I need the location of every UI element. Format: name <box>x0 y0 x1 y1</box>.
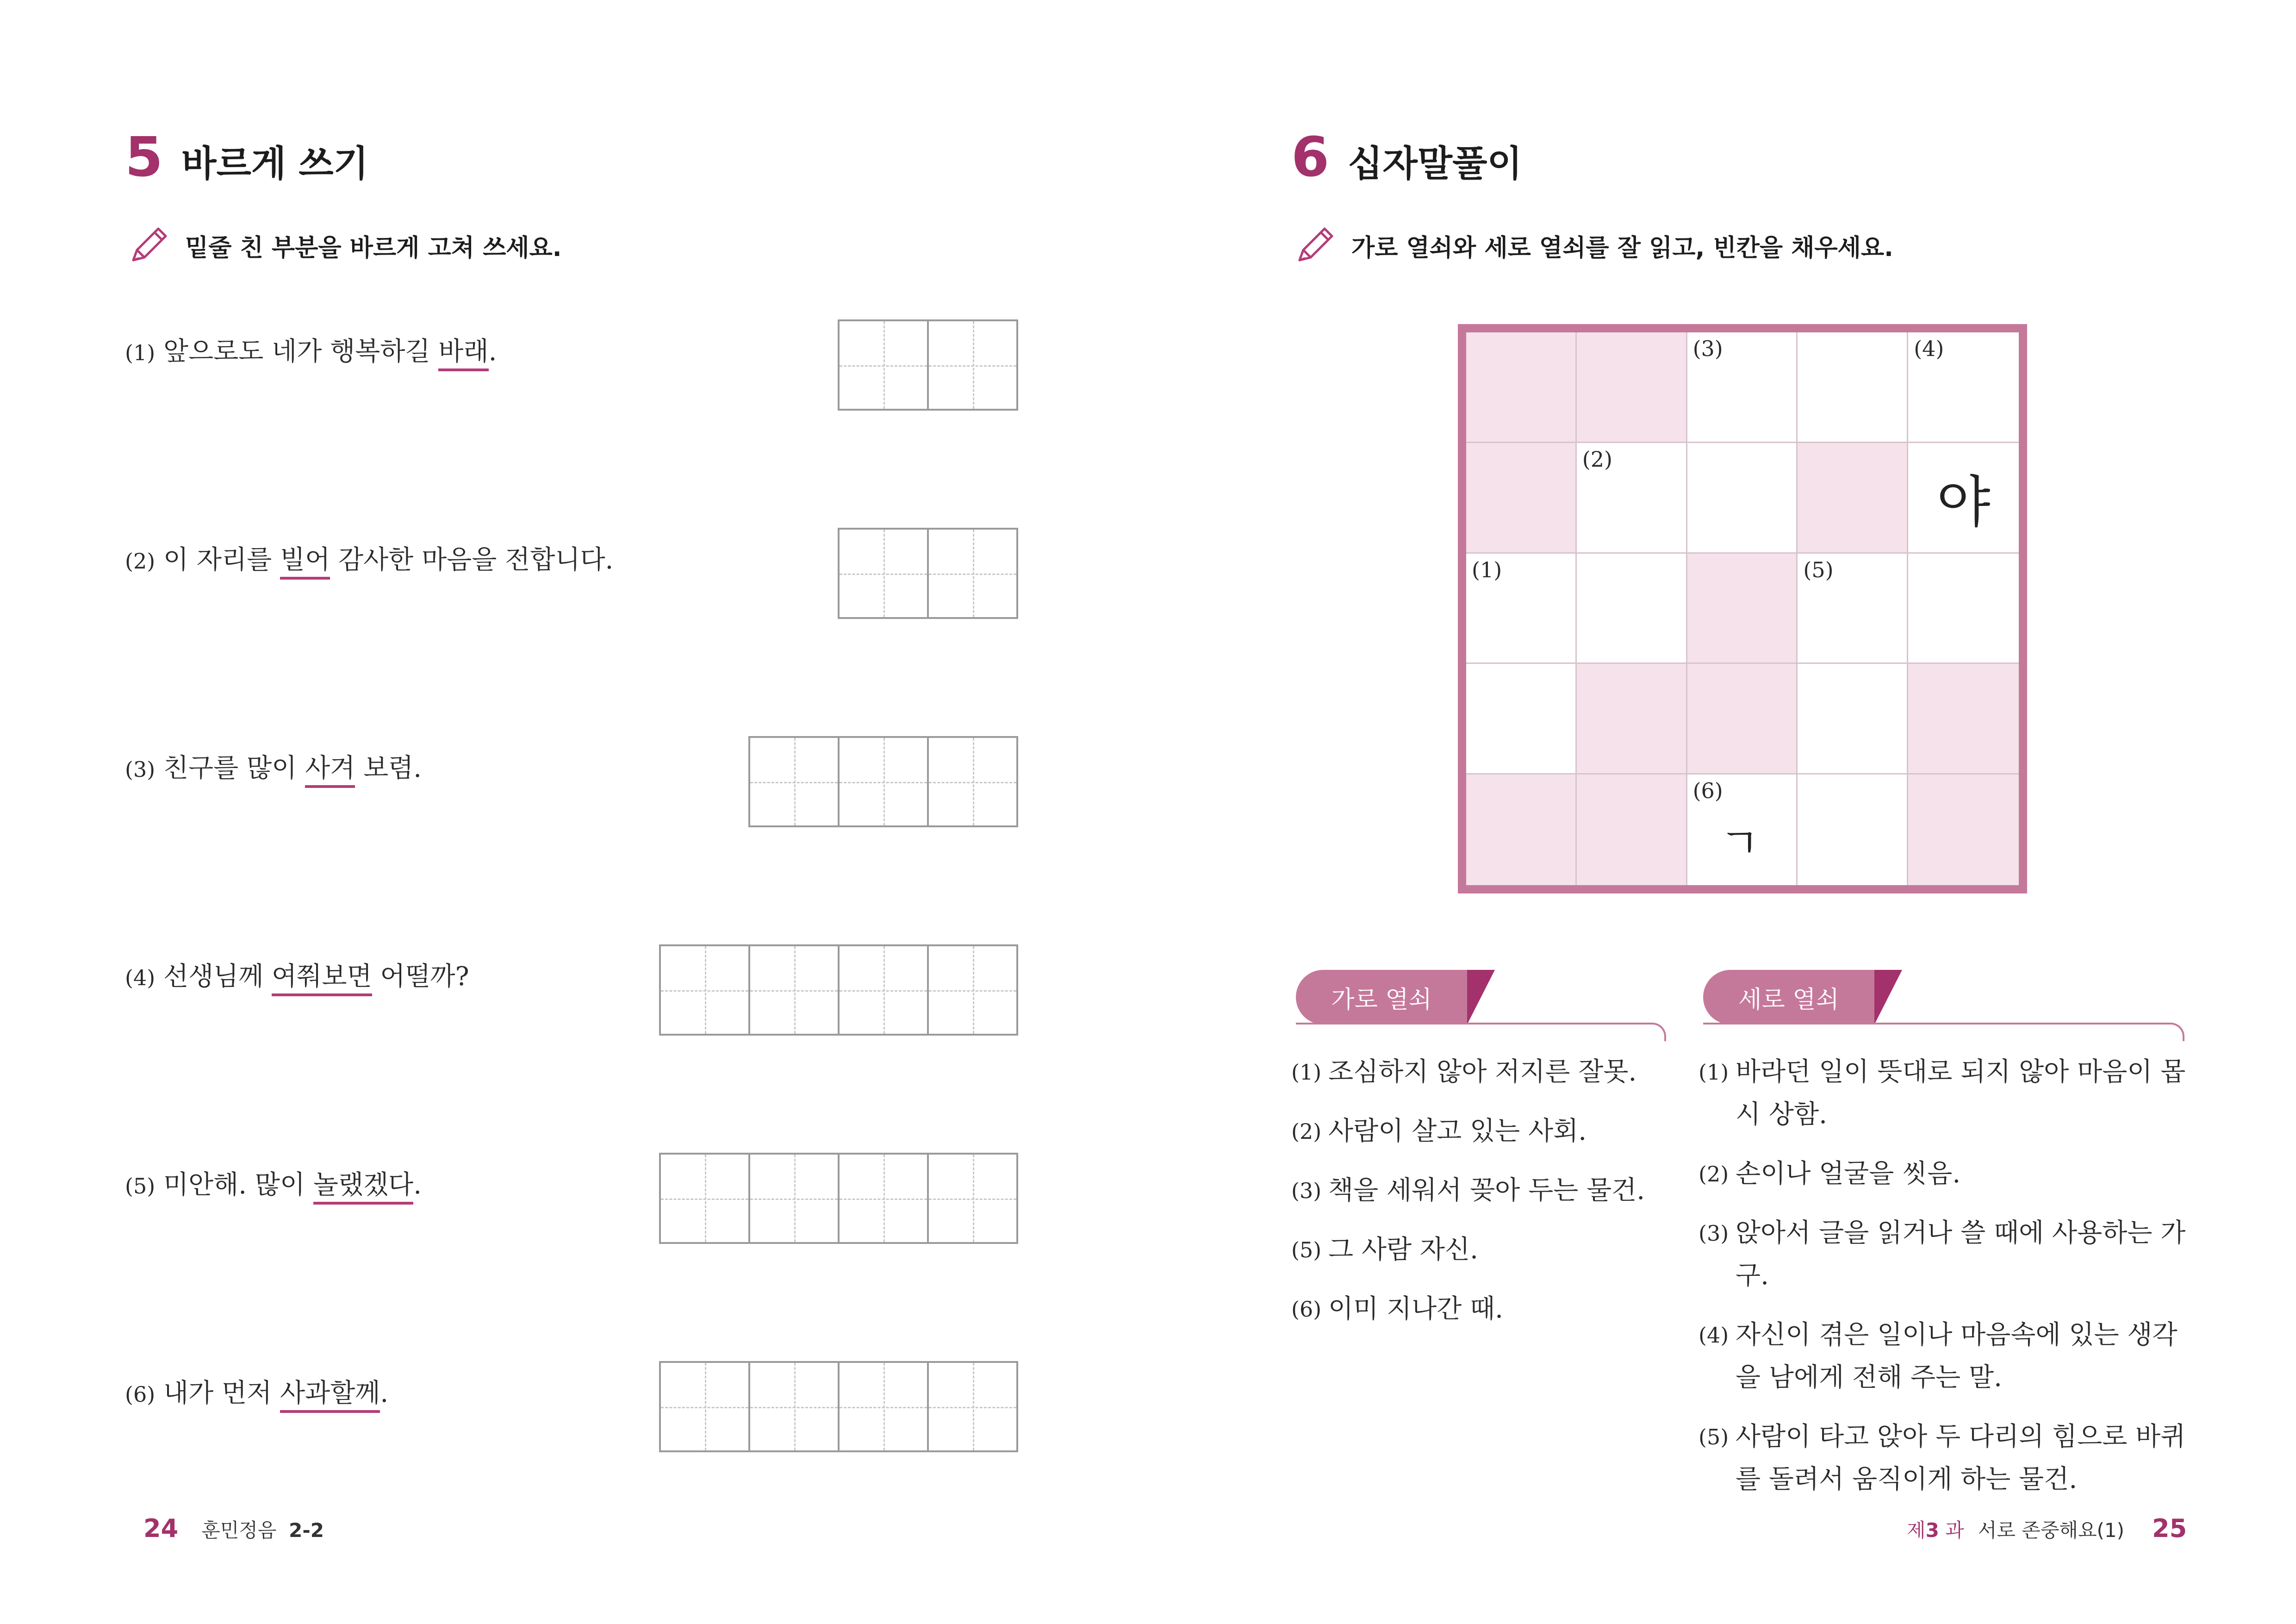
across-tab <box>1296 970 1467 1024</box>
crossword-cell[interactable] <box>1908 332 2019 443</box>
problem-number: (4) <box>125 965 156 990</box>
problem-number: (2) <box>125 549 156 574</box>
crossword-cell[interactable] <box>1466 664 1577 775</box>
clue-number: (3) <box>1699 1221 1729 1246</box>
clue-number: (2) <box>1699 1162 1729 1187</box>
across-clue-list <box>1291 1051 1671 1347</box>
problem-text: 친구를 많이 <box>163 753 305 783</box>
problem-number: (1) <box>125 340 156 365</box>
writing-box[interactable] <box>748 736 840 827</box>
clue-item <box>1699 1153 2189 1195</box>
problem-text-end: . <box>488 337 497 367</box>
answer-boxes[interactable] <box>659 944 1018 1036</box>
down-clues-header <box>1703 970 2184 1030</box>
page-number: 25 <box>2152 1514 2187 1543</box>
instruction <box>1291 222 1893 269</box>
problem-text-end: . <box>380 1378 389 1408</box>
writing-box[interactable] <box>748 1361 840 1452</box>
clue-number: (3) <box>1291 1178 1322 1203</box>
underlined-word: 빌어 <box>280 545 330 580</box>
crossword-cell-blocked <box>1466 775 1577 885</box>
clue-text: 조심하지 않아 저지른 잘못. <box>1328 1057 1637 1087</box>
answer-boxes[interactable] <box>748 736 1018 827</box>
lesson-prefix: 제 <box>1907 1519 1926 1542</box>
section-5-header <box>125 125 368 189</box>
problem-number: (3) <box>125 757 156 782</box>
problem-text: 앞으로도 네가 행복하길 <box>163 337 439 367</box>
tab-accent <box>1467 970 1495 1024</box>
writing-box[interactable] <box>838 1153 929 1244</box>
writing-box[interactable] <box>838 736 929 827</box>
clue-item <box>1699 1051 2189 1136</box>
cell-hint-char: 야 <box>1936 470 1991 535</box>
crossword-cell[interactable] <box>1908 443 2019 554</box>
crossword-cell[interactable] <box>1798 664 1908 775</box>
underlined-word: 바래 <box>438 337 488 371</box>
pencil-icon <box>125 222 171 269</box>
problem-text: 내가 먼저 <box>163 1378 280 1408</box>
cell-number: (5) <box>1803 557 1834 582</box>
underlined-word: 사과할께 <box>280 1378 380 1413</box>
clue-text: 손이나 얼굴을 씻음. <box>1736 1159 1961 1189</box>
clue-number: (6) <box>1291 1297 1322 1322</box>
clue-number: (4) <box>1699 1323 1729 1348</box>
cell-number: (2) <box>1582 446 1612 472</box>
section-title: 십자말풀이 <box>1348 143 1522 185</box>
problem-text-end: 보렴. <box>355 753 422 783</box>
divider-curl <box>1652 1023 1666 1041</box>
pencil-icon <box>1291 222 1338 269</box>
crossword-cell[interactable] <box>1798 332 1908 443</box>
writing-box[interactable] <box>927 1361 1018 1452</box>
crossword-cell-blocked <box>1577 332 1687 443</box>
clue-item <box>1291 1051 1671 1093</box>
section-number: 6 <box>1291 125 1330 189</box>
problem-text: 미안해. 많이 <box>163 1170 313 1200</box>
problem-item <box>125 1373 388 1410</box>
clue-number: (1) <box>1699 1060 1729 1085</box>
cell-number: (1) <box>1472 557 1502 582</box>
writing-box[interactable] <box>927 944 1018 1036</box>
crossword-cell[interactable] <box>1577 443 1687 554</box>
clue-item <box>1699 1416 2189 1501</box>
writing-box[interactable] <box>838 319 929 411</box>
writing-box[interactable] <box>659 1153 750 1244</box>
clue-text: 그 사람 자신. <box>1328 1235 1478 1265</box>
section-title: 바르게 쓰기 <box>181 143 369 185</box>
problem-item <box>125 331 497 368</box>
underlined-word: 사겨 <box>305 753 355 788</box>
crossword-cell-blocked <box>1466 443 1577 554</box>
clue-item <box>1291 1288 1671 1330</box>
writing-box[interactable] <box>748 944 840 1036</box>
clue-text: 자신이 겪은 일이나 마음속에 있는 생각을 남에게 전해 주는 말. <box>1736 1320 2178 1393</box>
crossword-cell-blocked <box>1577 664 1687 775</box>
crossword-cell-blocked <box>1908 664 2019 775</box>
clue-number: (1) <box>1291 1060 1322 1085</box>
down-tab <box>1703 970 1874 1024</box>
crossword-cell[interactable] <box>1687 775 1798 885</box>
answer-boxes[interactable] <box>659 1153 1018 1244</box>
problem-text: 이 자리를 <box>163 545 280 575</box>
crossword-cell[interactable] <box>1908 554 2019 664</box>
answer-boxes[interactable] <box>838 319 1018 411</box>
clue-text: 사람이 살고 있는 사회. <box>1328 1116 1587 1146</box>
clue-text: 책을 세워서 꽂아 두는 물건. <box>1328 1175 1645 1206</box>
crossword-cell-blocked <box>1577 775 1687 885</box>
writing-box[interactable] <box>748 1153 840 1244</box>
writing-box[interactable] <box>838 528 929 619</box>
cell-number: (4) <box>1914 336 1944 361</box>
book-name: 훈민정음 <box>201 1519 277 1542</box>
writing-box[interactable] <box>927 1153 1018 1244</box>
lesson-no-value: 3 <box>1925 1519 1939 1542</box>
crossword-cell[interactable] <box>1798 554 1908 664</box>
clue-number: (5) <box>1291 1237 1322 1262</box>
lesson-suffix: 과 <box>1945 1519 1964 1542</box>
divider <box>1296 1023 1652 1024</box>
down-clue-list <box>1699 1051 2189 1518</box>
cell-number: (3) <box>1692 336 1723 361</box>
crossword-cell[interactable] <box>1687 443 1798 554</box>
section-6-header <box>1291 125 1522 189</box>
clue-item <box>1291 1169 1671 1212</box>
problem-number: (5) <box>125 1174 156 1199</box>
crossword-cell[interactable] <box>1798 775 1908 885</box>
instruction-text: 가로 열쇠와 세로 열쇠를 잘 읽고, 빈칸을 채우세요. <box>1351 234 1893 262</box>
problem-item <box>125 1164 422 1201</box>
clue-item <box>1699 1212 2189 1297</box>
problem-item <box>125 539 613 576</box>
instruction <box>125 222 562 269</box>
writing-box[interactable] <box>838 1361 929 1452</box>
clue-item <box>1699 1314 2189 1399</box>
cell-hint-char: ㄱ <box>1719 818 1760 868</box>
page-number: 24 <box>143 1514 179 1543</box>
crossword-cell-blocked <box>1687 664 1798 775</box>
writing-box[interactable] <box>927 736 1018 827</box>
crossword-cell[interactable] <box>1577 554 1687 664</box>
lesson-title: 서로 존중해요(1) <box>1978 1519 2125 1542</box>
writing-box[interactable] <box>659 944 750 1036</box>
section-number: 5 <box>125 125 163 189</box>
clue-item <box>1291 1110 1671 1153</box>
writing-box[interactable] <box>838 944 929 1036</box>
crossword-cell-blocked <box>1466 332 1577 443</box>
writing-box[interactable] <box>659 1361 750 1452</box>
crossword-grid <box>1458 324 2027 893</box>
problem-text-end: 어떨까? <box>372 962 469 992</box>
problem-item <box>125 748 422 785</box>
clue-text: 이미 지나간 때. <box>1328 1294 1503 1324</box>
divider-curl <box>2171 1023 2184 1041</box>
clue-text: 앉아서 글을 읽거나 쓸 때에 사용하는 가구. <box>1736 1218 2186 1291</box>
clue-text: 사람이 타고 앉아 두 다리의 힘으로 바퀴를 돌려서 움직이게 하는 물건. <box>1736 1422 2186 1494</box>
clue-number: (5) <box>1699 1424 1729 1449</box>
instruction-text: 밑줄 친 부분을 바르게 고쳐 쓰세요. <box>185 234 562 262</box>
problem-text-end: 감사한 마음을 전합니다. <box>330 545 614 575</box>
tab-accent <box>1874 970 1902 1024</box>
across-title: 가로 열쇠 <box>1331 986 1432 1014</box>
across-clues-header <box>1296 970 1666 1030</box>
problem-text: 선생님께 <box>163 962 272 992</box>
writing-box[interactable] <box>927 319 1018 411</box>
crossword-cell[interactable] <box>1466 554 1577 664</box>
crossword-cell-blocked <box>1798 443 1908 554</box>
footer-right <box>1907 1514 2187 1543</box>
problem-number: (6) <box>125 1382 156 1407</box>
book-volume: 2-2 <box>289 1519 324 1542</box>
problem-item <box>125 956 469 993</box>
crossword-cell-blocked <box>1908 775 2019 885</box>
underlined-word: 놀랬겠다 <box>313 1170 413 1205</box>
answer-boxes[interactable] <box>659 1361 1018 1452</box>
writing-box[interactable] <box>927 528 1018 619</box>
clue-text: 바라던 일이 뜻대로 되지 않아 마음이 몹시 상함. <box>1736 1057 2186 1130</box>
lesson-number <box>1907 1515 1964 1543</box>
underlined-word: 여쭤보면 <box>272 962 372 996</box>
clue-item <box>1291 1229 1671 1271</box>
answer-boxes[interactable] <box>838 528 1018 619</box>
crossword-cell[interactable] <box>1687 332 1798 443</box>
book-title <box>201 1515 324 1543</box>
clue-number: (2) <box>1291 1119 1322 1144</box>
footer-left <box>143 1514 324 1543</box>
down-title: 세로 열쇠 <box>1738 986 1839 1014</box>
cell-number: (6) <box>1692 778 1723 804</box>
divider <box>1703 1023 2171 1024</box>
crossword-cell-blocked <box>1687 554 1798 664</box>
problem-text-end: . <box>413 1170 422 1200</box>
